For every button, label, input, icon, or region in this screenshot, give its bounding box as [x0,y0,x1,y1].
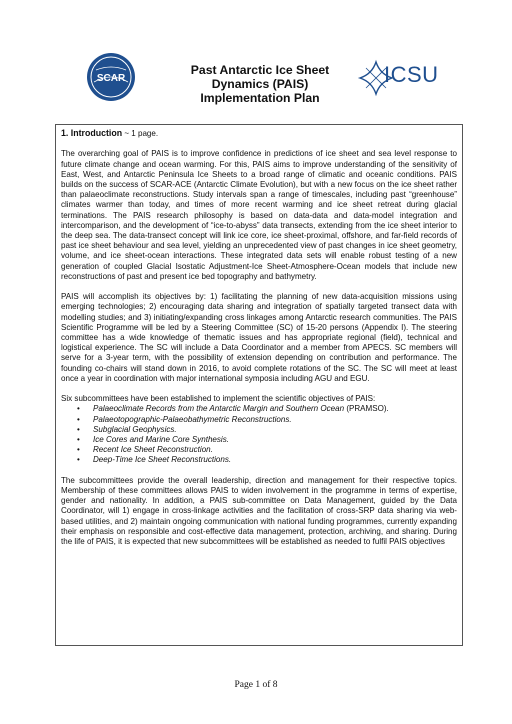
list-item [77,455,457,465]
section-heading-title: 1. Introduction [61,128,123,138]
section-heading [61,128,457,139]
subcommittee-suffix: (PRAMSO). [344,404,389,414]
introduction-section [55,124,463,646]
list-item [77,425,457,435]
paragraph-objectives: PAIS will accomplish its objectives by: 1) facilitating the planning of new data-acquisition missions using emerging technologies; 2) encouraging data sharing and integration of spatially targeted transect data with modelling studies; and 3) initiating/expanding cross linkages among Antarctic research communities. The PAIS Scientific Programme will be led by a Steering Committee (SC) of 15-20 persons (Appendix I). The steering committee has a wide knowledge of thematic issues and has appropriate regional (field), technical and logistical experience. The SC will include a Data Coordinator and a member from APECS. SC members will serve for a 3-year term, with the possibility of extension depending on contribution and performance. The founding co-chairs will stand down in 2016, to avoid complete rotations of the SC. The SC will meet at least once a year in coordination with major international symposia including AGU and EGU. [61,292,457,383]
scar-logo [86,52,136,102]
list-item [77,445,457,455]
title-line-3: Implementation Plan [200,91,320,105]
subcommittee-list [61,404,457,465]
list-item [77,404,457,414]
subcommittee-label: Recent Ice Sheet Reconstruction. [93,445,213,455]
subcommittee-label: Subglacial Geophysics. [93,424,177,434]
subcommittee-label: Palaeotopographic-Palaeobathymetric Reconstructions. [93,414,292,424]
subcommittee-label: Ice Cores and Marine Core Synthesis. [93,435,229,445]
title-line-1: Past Antarctic Ice Sheet [190,63,330,77]
icsu-logo-text: ICSU [384,62,439,87]
paragraph-closing: The subcommittees provide the overall leadership, direction and management for their respective topics. Membership of these committees allows PAIS to widen involvement in the programme in terms of expertise, gender and nationality. In addition, a PAIS sub-committee on Data Management, guided by the Data Coordinator, will 1) engage in cross-linkage activities and the facilitation of cross-SRP data sharing via web-based utilities, and 2) maintain ongoing communication with national funding programmes, currently expanding their emphasis on responsible and cost-effective data management, protection, archiving, and sharing. During the life of PAIS, it is expected that new subcommittees will be established as needed to fulfil PAIS objectives [61,475,457,547]
list-item [77,435,457,445]
section-heading-note: ~ 1 page. [122,129,159,138]
document-title [160,63,360,105]
subcommittee-label: Palaeoclimate Records from the Antarctic Margin and Southern Ocean [93,404,345,414]
list-item [77,415,457,425]
subcommittee-label: Deep-Time Ice Sheet Reconstructions. [93,455,232,465]
paragraph-subcommittees-intro: Six subcommittees have been established to implement the scientific objectives of PAIS: [61,394,376,404]
paragraph-goal: The overarching goal of PAIS is to improve confidence in predictions of ice sheet and sea level response to future climate change and ocean warming. For this, PAIS aims to improve understanding of the sensitivity of East, West, and Antarctic Peninsula Ice Sheets to a broad range of climatic and oceanic conditions. PAIS builds on the success of SCAR-ACE (Antarctic Climate Evolution), but with a new focus on the ice sheet rather than palaeoclimate reconstructions. Study intervals span a range of timescales, including past “greenhouse” climates warmer than today, and times of more recent warming and ice sheet retreat during glacial terminations. The PAIS research philosophy is based on data-data and data-model integration and intercomparison, and the development of “ice-to-abyss” data transects, extending from the ice sheet interior to the deep sea. The data-transect concept will link ice core, ice sheet-proximal, offshore, and far-field records of past ice sheet behaviour and sea level, yielding an unprecedented view of past changes in ice sheet geometry, volume, and ice sheet-ocean interactions. These integrated data sets will enable robust testing of a new generation of coupled Glacial Isostatic Adjustment-Ice Sheet-Atmosphere-Ocean models that include new reconstructions of past and present ice bed topography and bathymetry. [61,149,457,281]
scar-logo-text: SCAR [96,73,126,84]
title-line-2: Dynamics (PAIS) [211,77,309,91]
page-number: Page 1 of 8 [234,680,278,690]
